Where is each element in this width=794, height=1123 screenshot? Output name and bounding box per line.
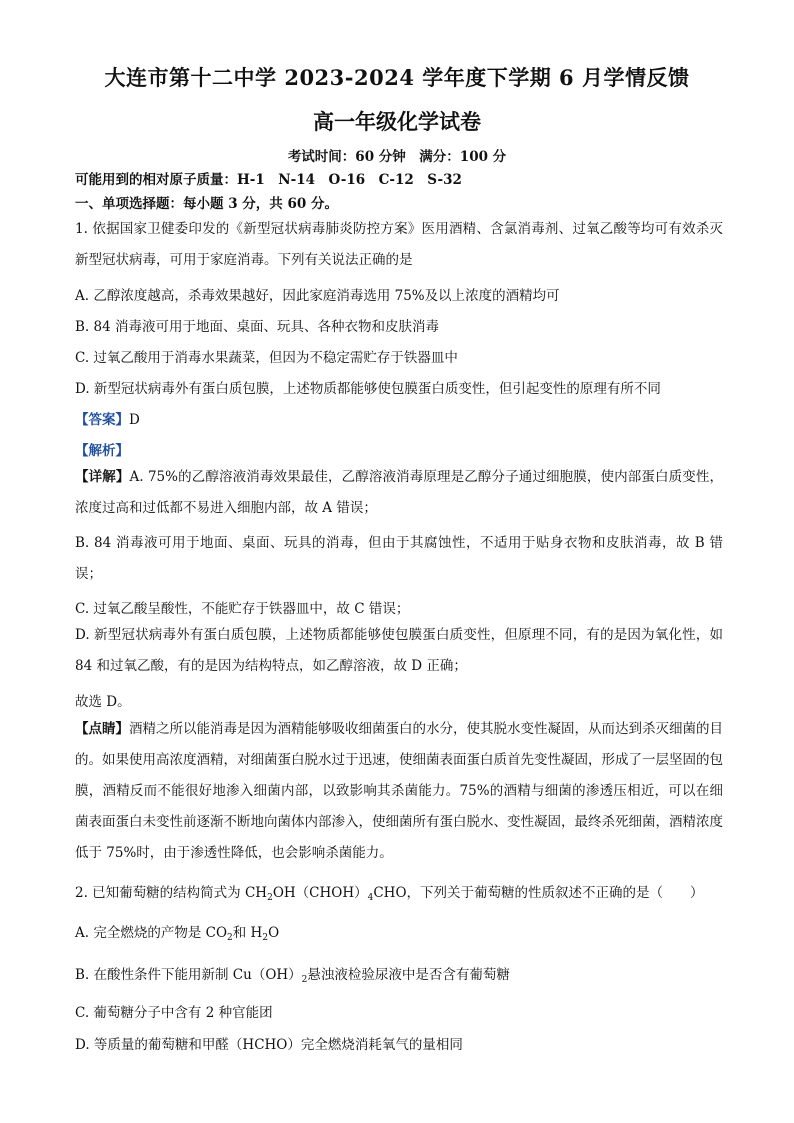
q2-a-sub1: 2 — [227, 933, 233, 943]
q2-stem-sub2: 4 — [367, 893, 374, 903]
q2-option-a — [75, 921, 279, 943]
q2-b-sub: 2 — [301, 975, 308, 985]
exam-title: 大连市第十二中学 2023-2024 学年度下学期 6 月学情反馈 — [104, 65, 690, 90]
exam-info: 考试时间：60 分钟 满分：100 分 — [287, 149, 507, 165]
q1-conclusion: 故选 D。 — [75, 694, 131, 710]
q1-tip — [75, 714, 723, 869]
q1-detail-a — [75, 462, 723, 524]
tip-label: 【点睛】 — [75, 721, 129, 737]
q2-stem — [75, 881, 704, 903]
q1-option-a: A. 乙醇浓度越高，杀毒效果越好，因此家庭消毒选用 75%及以上浓度的酒精均可 — [75, 288, 560, 304]
q1-detail-d: D. 新型冠状病毒外有蛋白质包膜，上述物质都能够使包膜蛋白质变性，但原理不同，有的是因为氧化性，如 84 和过氧乙酸，有的是因为结构特点，如乙醇溶液，故 D 正确； — [75, 627, 723, 674]
q1-detail-b: B. 84 消毒液可用于地面、桌面、玩具的消毒，但由于其腐蚀性，不适用于贴身衣物和皮肤消毒，故 B 错误； — [75, 535, 723, 582]
q2-a-prefix: A. 完全燃烧的产物是 CO — [75, 925, 228, 941]
q2-stem-prefix: 2. 已知葡萄糖的结构简式为 CH — [75, 885, 268, 901]
q2-option-d: D. 等质量的葡萄糖和甲醛（HCHO）完全燃烧消耗氧气的量相同 — [75, 1037, 463, 1053]
q2-stem-sub1: 2 — [267, 893, 273, 903]
q2-b-suffix: 悬浊液检验尿液中是否含有葡萄糖 — [307, 967, 510, 983]
q1-stem: 1. 依据国家卫健委印发的《新型冠状病毒肺炎防控方案》医用酒精、含氯消毒剂、过氧乙酸等均可有效杀灭新型冠状病毒，可用于家庭消毒。下列有关说法正确的是 — [75, 221, 723, 268]
q2-stem-mid: OH（CHOH） — [272, 885, 368, 901]
detail-label: 【详解】 — [75, 469, 130, 485]
q2-b-prefix: B. 在酸性条件下能用新制 Cu（OH） — [75, 967, 302, 983]
tip-text: 酒精之所以能消毒是因为酒精能够吸收细菌蛋白的水分，使其脱水变性凝固，从而达到杀灭细菌的目的。如果使用高浓度酒精，对细菌蛋白脱水过于迅速，使细菌表面蛋白质首先变性凝固，形成了一层坚固的包膜，酒精反而不能很好地渗入细菌内部，以致影响其杀菌能力。75%的酒精与细菌的渗透压相近，可以在细菌表面蛋白未变性前逐渐不断地向菌体内部渗入，使细菌所有蛋白脱水、变性凝固，最终杀死细菌，酒精浓度低于 75%时，由于渗透性降低，也会影响杀菌能力。 — [75, 721, 723, 861]
atomic-masses: 可能用到的相对原子质量：H-1 N-14 O-16 C-12 S-32 — [75, 172, 462, 188]
q2-a-suffix: O — [268, 925, 280, 941]
q2-option-b — [75, 963, 510, 985]
detail-a-text: A. 75%的乙醇溶液消毒效果最佳，乙醇溶液消毒原理是乙醇分子通过细胞膜，使内部蛋白质变性，浓度过高和过低都不易进入细胞内部，故 A 错误； — [75, 469, 724, 516]
q1-option-d: D. 新型冠状病毒外有蛋白质包膜，上述物质都能够使包膜蛋白质变性，但引起变性的原理有所不同 — [75, 381, 661, 397]
exam-subtitle: 高一年级化学试卷 — [313, 109, 481, 134]
q2-a-sub2: 2 — [262, 933, 269, 943]
q2-a-mid: 和 H — [232, 925, 263, 941]
q1-analysis-label — [75, 439, 129, 459]
q2-stem-suffix: CHO，下列关于葡萄糖的性质叙述不正确的是（ ） — [373, 885, 704, 901]
q1-detail-c: C. 过氧乙酸呈酸性，不能贮存于铁器皿中，故 C 错误； — [75, 601, 410, 617]
q2-option-c: C. 葡萄糖分子中含有 2 种官能团 — [75, 1005, 273, 1021]
q1-answer — [75, 408, 140, 428]
analysis-label: 【解析】 — [75, 443, 129, 459]
q1-option-c: C. 过氧乙酸用于消毒水果蔬菜，但因为不稳定需贮存于铁器皿中 — [75, 350, 458, 366]
answer-label: 【答案】 — [75, 412, 129, 428]
section-heading: 一、单项选择题：每小题 3 分，共 60 分。 — [75, 196, 338, 212]
answer-value: D — [129, 412, 140, 428]
q1-option-b: B. 84 消毒液可用于地面、桌面、玩具、各种衣物和皮肤消毒 — [75, 319, 439, 335]
